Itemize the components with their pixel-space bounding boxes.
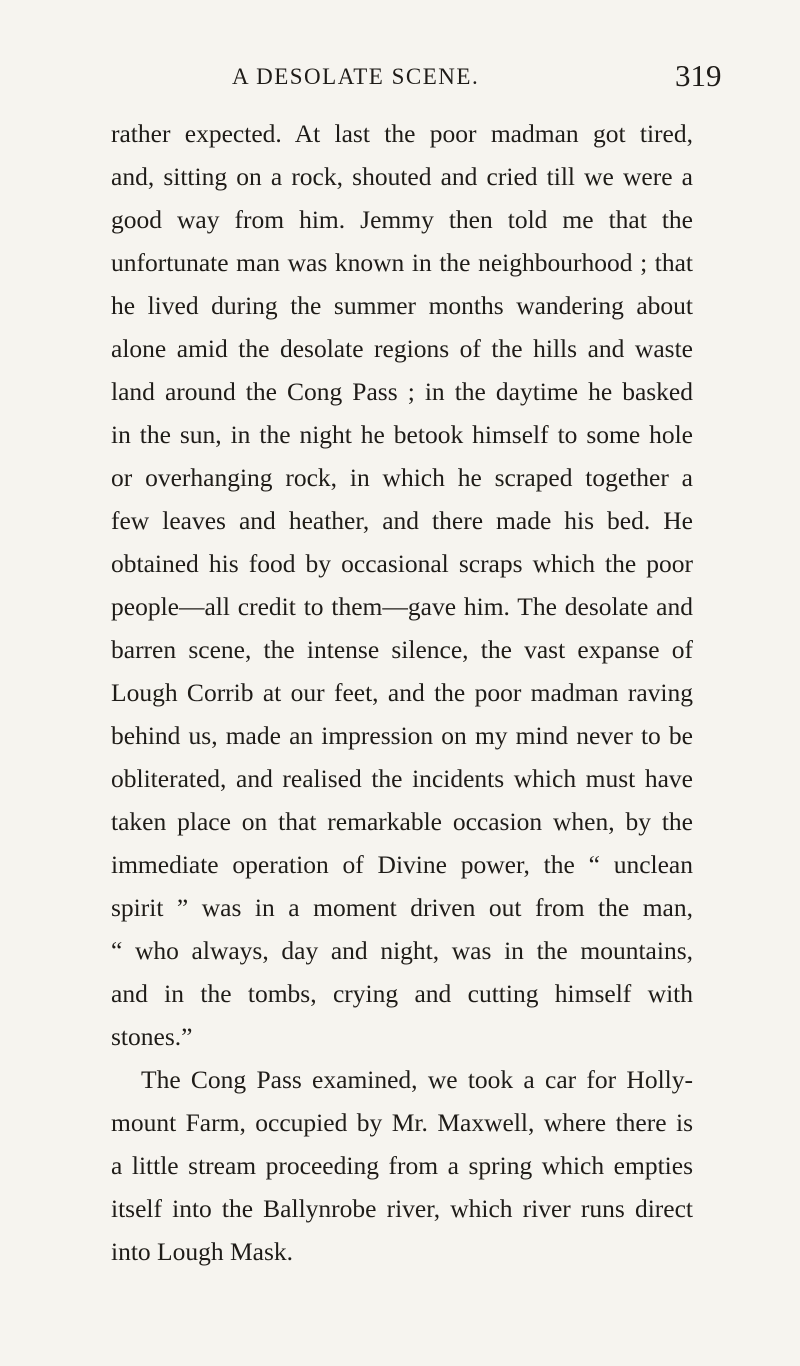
paragraph-end-line: stones.” <box>111 1022 193 1051</box>
text-line: obliterated, and realised the incidents which must have <box>111 764 693 793</box>
paragraph-end-line: into Lough Mask. <box>111 1237 294 1266</box>
text-line: rather expected. At last the poor madman got tired, <box>111 119 693 148</box>
text-line: and in the tombs, crying and cutting himself with <box>111 979 693 1008</box>
text-line: or overhanging rock, in which he scraped together a <box>111 463 693 492</box>
text-line: land around the Cong Pass ; in the daytime he basked <box>111 377 693 406</box>
body-text <box>111 112 693 1273</box>
text-line: taken place on that remarkable occasion when, by the <box>111 807 693 836</box>
paragraph-start-line: The Cong Pass examined, we took a car for Holly- <box>141 1065 693 1094</box>
running-head <box>0 58 800 98</box>
text-line: few leaves and heather, and there made his bed. He <box>111 506 693 535</box>
text-line: barren scene, the intense silence, the vast expanse of <box>111 635 693 664</box>
running-title: A DESOLATE SCENE. <box>232 64 480 89</box>
text-line: in the sun, in the night he betook himself to some hole <box>111 420 693 449</box>
text-line: alone amid the desolate regions of the hills and waste <box>111 334 693 363</box>
text-line: a little stream proceeding from a spring which empties <box>111 1151 693 1180</box>
page-number: 319 <box>675 58 722 93</box>
text-line: obtained his food by occasional scraps which the poor <box>111 549 693 578</box>
text-line: spirit ” was in a moment driven out from the man, <box>111 893 693 922</box>
text-line: Lough Corrib at our feet, and the poor madman raving <box>111 678 693 707</box>
text-line: unfortunate man was known in the neighbourhood ; that <box>111 248 693 277</box>
text-line: people—all credit to them—gave him. The desolate and <box>111 592 693 621</box>
text-line: behind us, made an impression on my mind never to be <box>111 721 693 750</box>
text-line: good way from him. Jemmy then told me that the <box>111 205 693 234</box>
text-line: and, sitting on a rock, shouted and cried till we were a <box>111 162 693 191</box>
text-line: he lived during the summer months wandering about <box>111 291 693 320</box>
text-line: itself into the Ballynrobe river, which river runs direct <box>111 1194 693 1223</box>
text-line: mount Farm, occupied by Mr. Maxwell, where there is <box>111 1108 693 1137</box>
text-line: “ who always, day and night, was in the mountains, <box>111 936 693 965</box>
text-line: immediate operation of Divine power, the “ unclean <box>111 850 693 879</box>
